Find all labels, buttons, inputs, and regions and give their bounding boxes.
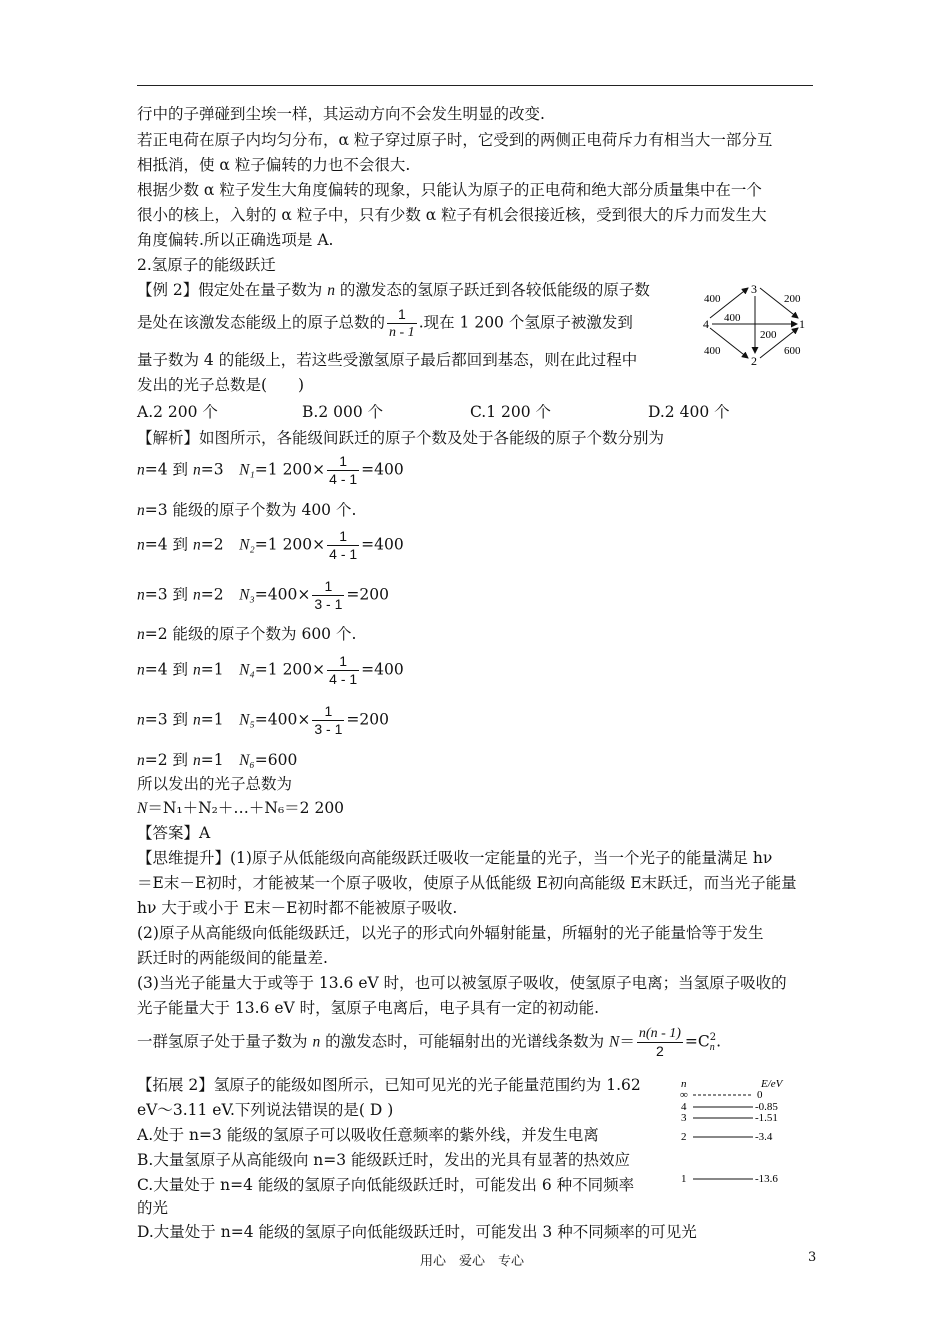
level-inf-energy: 0 [757,1089,763,1101]
header-rule [137,85,813,86]
level-1-energy: -13.6 [755,1173,778,1185]
section-heading: 2.氢原子的能级跃迁 [137,256,276,274]
solution-step: 所以发出的光子总数为 [137,775,293,793]
extension-option-c: C.大量处于 n=4 能级的氢原子向低能级跃迁时，可能发出 6 种不同频率 [137,1176,635,1194]
level-4-label: 4 [681,1101,687,1113]
fraction: $\frac{1}{4 - 1}$ [329,653,358,687]
extension-line: 【拓展 2】氢原子的能级如图所示，已知可见光的光子能量范围约为 1.62 [137,1076,641,1094]
count-3-1: 200 [784,293,801,305]
solution-step: N＝N₁＋N₂＋…＋N₆＝2 200 [137,799,345,817]
thinking-line: (2)原子从高能级向低能级跃迁，以光子的形式向外辐射能量，所辐射的光子能量恰等于发生 [137,924,764,942]
option-b: B.2 000 个 [302,403,384,421]
energy-level-diagram [675,1075,815,1190]
thinking-line: hν 大于或小于 E末－E初时都不能被原子吸收. [137,899,458,917]
example-2-line: 是处在该激发态能级上的原子总数的 $\frac{1}{n - 1}$ .现在 1 200 个氢原子被激发到 [137,306,633,340]
extension-line: eV～3.11 eV.下列说法错误的是( D ) [137,1101,394,1119]
count-3-2: 200 [760,329,777,341]
extension-option-b: B.大量氢原子从高能级向 n=3 能级跃迁时，发出的光具有显著的热效应 [137,1151,631,1169]
level-2-label: 2 [681,1131,687,1143]
level-4-label: 4 [703,317,709,331]
count-4-1: 400 [724,312,741,324]
option-c: C.1 200 个 [470,403,552,421]
text-line: 相抵消，使 α 粒子偏转的力也不会很大. [137,156,411,174]
option-a: A.2 200 个 [137,403,218,421]
thinking-line: (3)当光子能量大于或等于 13.6 eV 时，也可以被氢原子吸收，使氢原子电离；当氢原子吸收的 [137,974,787,992]
solution-step: n=2 到 n=1 N₆=600 [137,751,298,769]
answer: 【答案】A [137,824,211,842]
thinking-line: ＝E末－E初时，才能被某一个原子吸收，使原子从低能级 E初向高能级 E末跃迁，而当光子能量 [137,874,797,892]
solution-step: n=3 到 n=2 N₃=400× $\frac{1}{3 - 1}$ =200 [137,578,389,612]
level-2-energy: -3.4 [755,1131,773,1143]
level-1-label: 1 [799,317,805,331]
text-line: 根据少数 α 粒子发生大角度偏转的现象，只能认为原子的正电荷和绝大部分质量集中在一个 [137,181,762,199]
extension-option-a: A.处于 n=3 能级的氢原子可以吸收任意频率的紫外线，并发生电离 [137,1126,599,1144]
level-4-energy: -0.85 [755,1101,778,1113]
axis-n-label: n [681,1078,687,1090]
extension-option-c-cont: 的光 [137,1199,169,1217]
page-number: 3 [808,1250,817,1265]
solution-step: n=4 到 n=2 N₂=1 200× $\frac{1}{4 - 1}$ =400 [137,528,404,562]
transition-diagram [700,280,815,370]
text-line: 若正电荷在原子内均匀分布，α 粒子穿过原子时，它受到的两侧正电荷斥力有相当大一部分互 [137,131,773,149]
extension-option-d: D.大量处于 n=4 能级的氢原子向低能级跃迁时，可能发出 3 种不同频率的可见光 [137,1223,697,1241]
text-line: 行中的子弹碰到尘埃一样，其运动方向不会发生明显的改变. [137,105,545,123]
level-3-energy: -1.51 [755,1112,778,1124]
text-line: 很小的核上，入射的 α 粒子中，只有少数 α 粒子有机会很接近核，受到很大的斥力而发生大 [137,206,767,224]
example-2-line: 【例 2】假定处在量子数为 n 的激发态的氢原子跃迁到各较低能级的原子数 [137,281,650,299]
footer-text: 用心 爱心 专心 [420,1254,525,1269]
level-inf-label: ∞ [680,1089,688,1101]
example-2-line: 量子数为 4 的能级上，若这些受激氢原子最后都回到基态，则在此过程中 [137,351,638,369]
axis-e-label: E/eV [761,1078,783,1090]
solution-intro: 【解析】如图所示，各能级间跃迁的原子个数及处于各能级的原子个数分别为 [137,429,665,447]
fraction: $\frac{1}{4 - 1}$ [329,528,358,562]
fraction: $\frac{1}{4 - 1}$ [329,453,358,487]
solution-step: n=4 到 n=1 N₄=1 200× $\frac{1}{4 - 1}$ =400 [137,653,404,687]
option-d: D.2 400 个 [648,403,730,421]
fraction: $\frac{n(n - 1)}{2}$ [638,1026,681,1059]
level-2-label: 2 [751,354,757,368]
example-2-line: 发出的光子总数是( ) [137,376,305,394]
thinking-line: 光子能量大于 13.6 eV 时，氢原子电离后，电子具有一定的初动能. [137,999,600,1017]
thinking-formula-line: 一群氢原子处于量子数为 n 的激发态时，可能辐射出的光谱线条数为 N＝ $\frac{n(n - 1)}{2}$ =C 2 n . [137,1026,722,1059]
count-4-3: 400 [704,293,721,305]
solution-step: n=3 能级的原子个数为 400 个. [137,501,357,519]
solution-step: n=4 到 n=3 N₁=1 200× $\frac{1}{4 - 1}$ =400 [137,453,404,487]
fraction: $\frac{1}{3 - 1}$ [314,578,343,612]
count-2-1: 600 [784,345,801,357]
thinking-line: 跃迁时的两能级间的能量差. [137,949,328,967]
solution-step: n=2 能级的原子个数为 600 个. [137,625,357,643]
level-3-label: 3 [681,1112,687,1124]
level-3-label: 3 [751,282,757,296]
solution-step: n=3 到 n=1 N₅=400× $\frac{1}{3 - 1}$ =200 [137,703,389,737]
thinking-line: 【思维提升】(1)原子从低能级向高能级跃迁吸收一定能量的光子，当一个光子的能量满足 hν [137,849,773,867]
fraction: $\frac{1}{3 - 1}$ [314,703,343,737]
text-line: 角度偏转.所以正确选项是 A. [137,231,334,249]
fraction: $\frac{1}{n - 1}$ [389,306,415,340]
count-4-2: 400 [704,345,721,357]
level-1-label: 1 [681,1173,687,1185]
